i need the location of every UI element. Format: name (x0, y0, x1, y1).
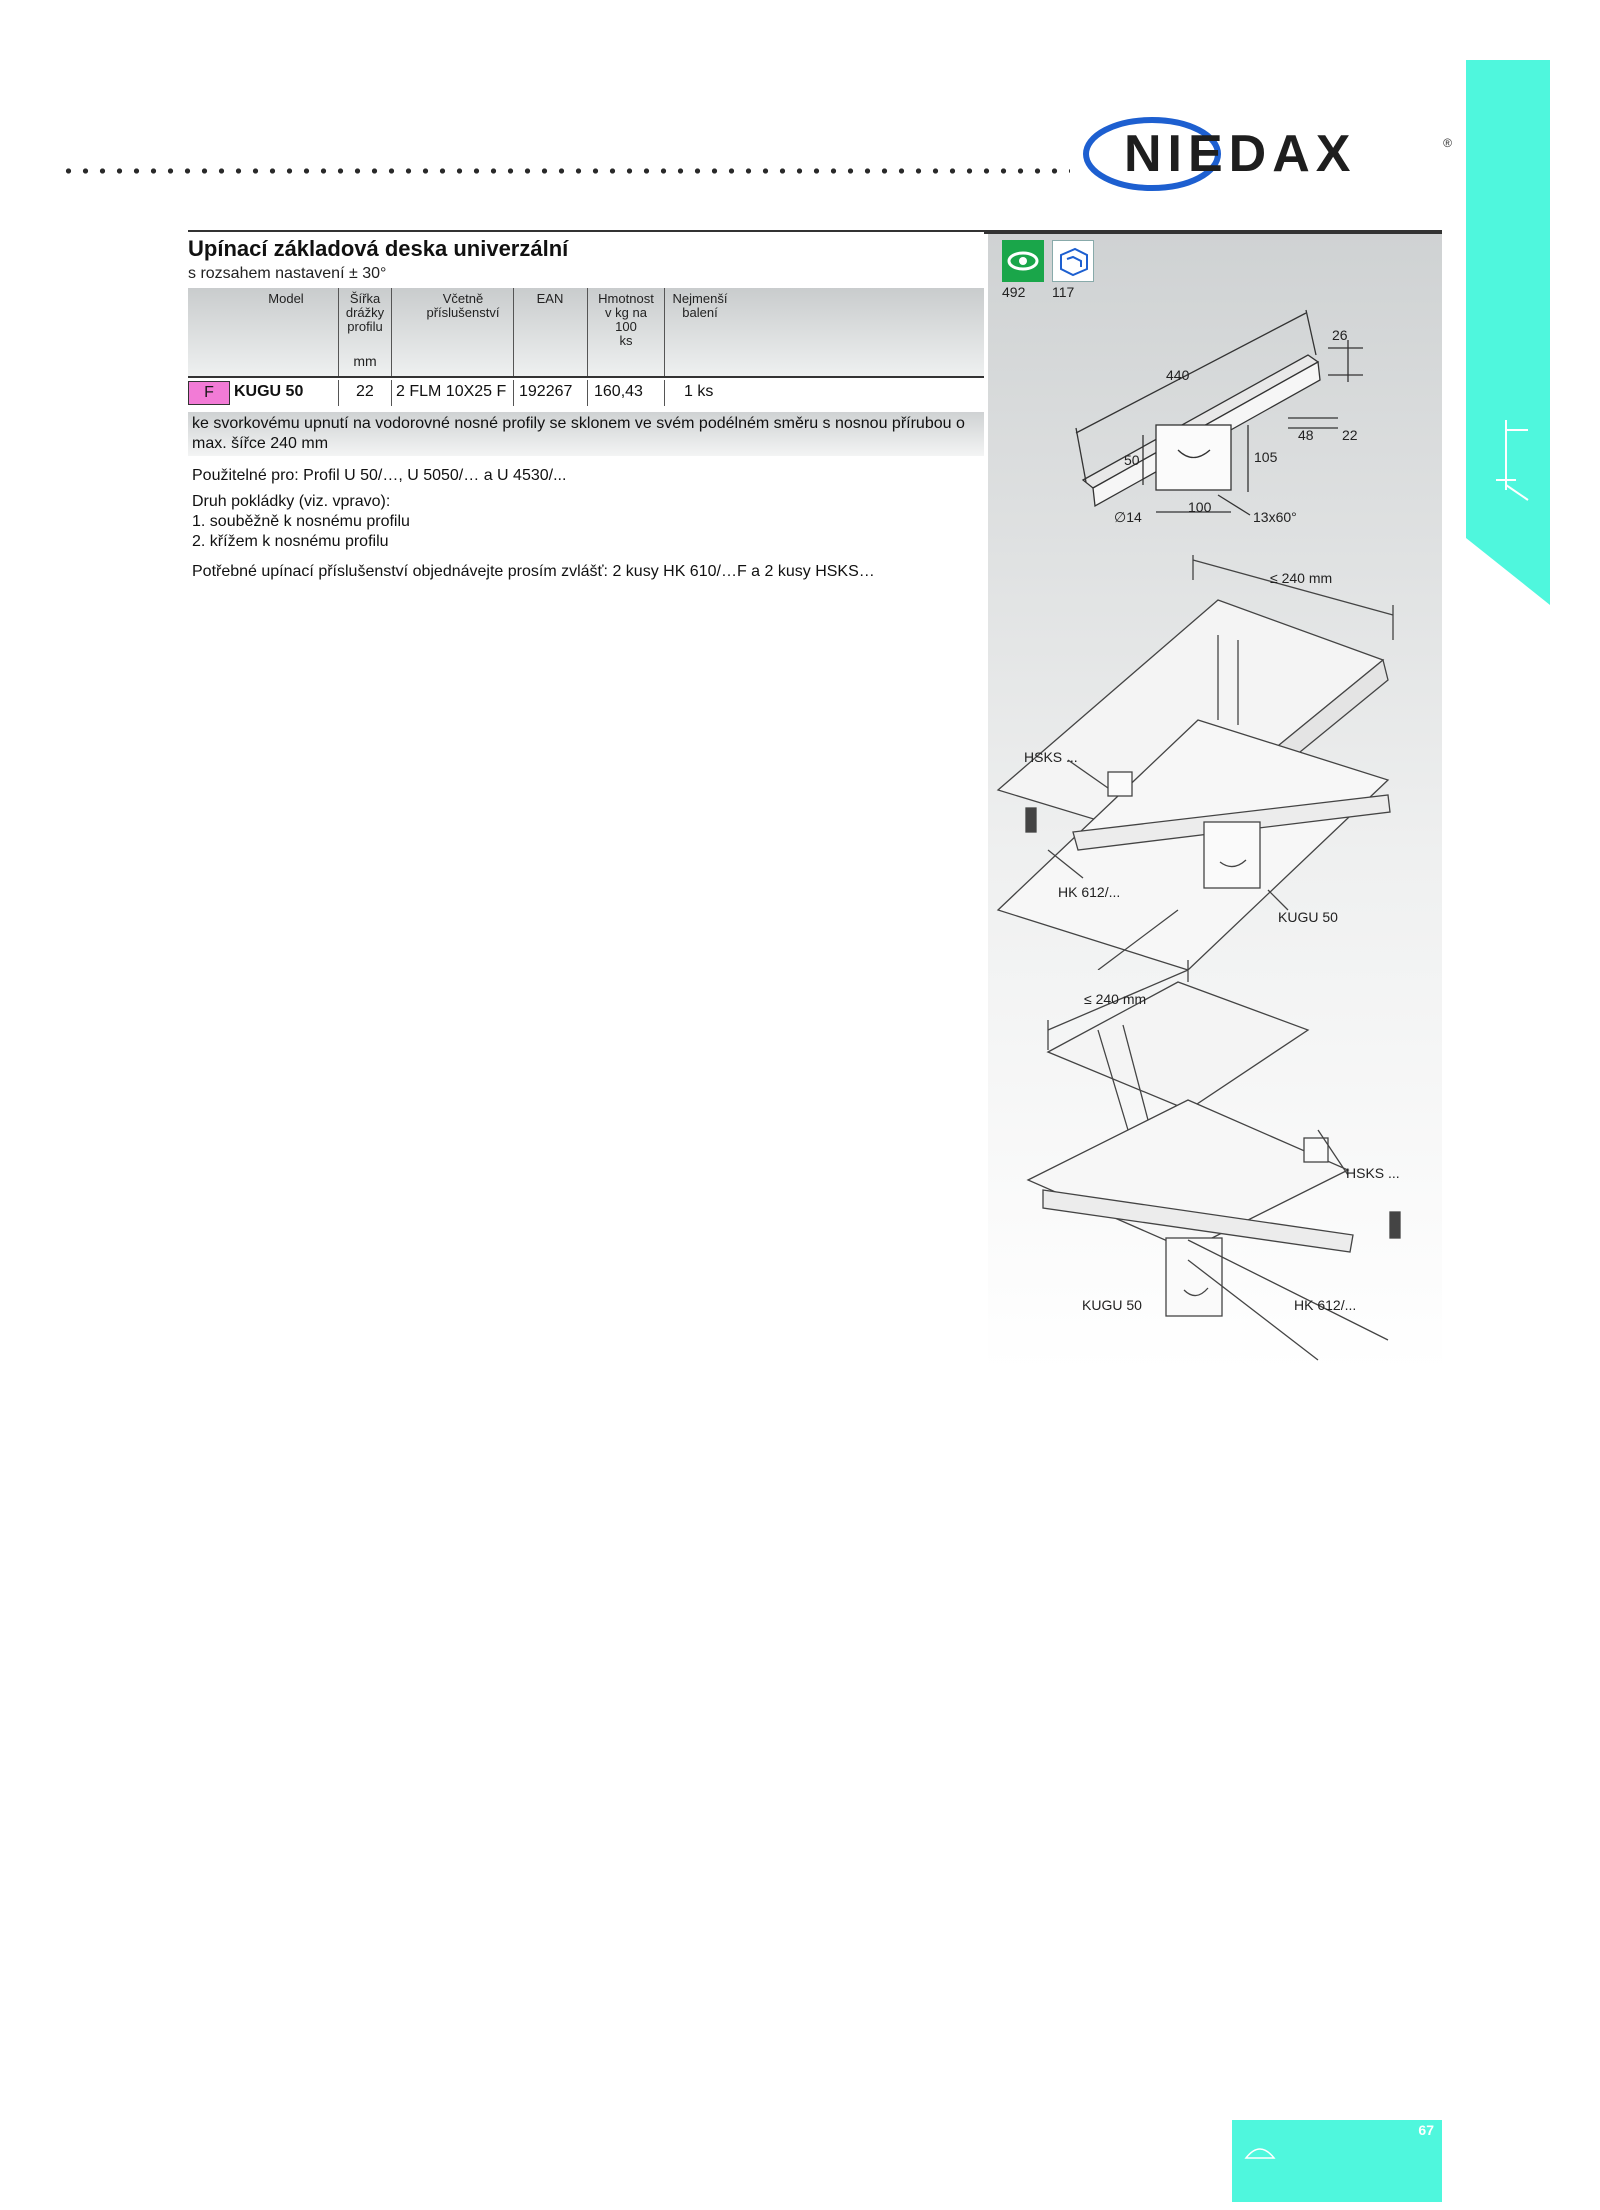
laying-option-1: 1. souběžně k nosnému profilu (192, 513, 410, 530)
dim-diameter-14: ∅14 (1114, 509, 1142, 525)
cell-width: 22 (356, 383, 374, 400)
dim-48: 48 (1298, 427, 1314, 443)
dim-26: 26 (1332, 327, 1348, 343)
usable-for: Použitelné pro: Profil U 50/…, U 5050/… a U 4530/... (192, 467, 567, 484)
header-pack: Nejmenší balení (672, 291, 728, 320)
eye-icon[interactable] (1002, 240, 1044, 282)
kugu-label-1: KUGU 50 (1278, 909, 1338, 925)
header-accessories: Včetně příslušenství (426, 291, 500, 320)
page-footer-tab[interactable] (1232, 2120, 1442, 2202)
hk-label-1: HK 612/... (1058, 884, 1121, 900)
laying-title: Druh pokládky (viz. vpravo): (192, 493, 391, 510)
chapter-footer-icon (1240, 2138, 1280, 2168)
product-title: Upínací základová deska univerzální (188, 236, 569, 261)
description-box (188, 412, 984, 456)
profile-icon-label: 117 (1052, 284, 1075, 300)
header-model: Model (268, 291, 304, 306)
hsks-label-2: HSKS ... (1346, 1165, 1400, 1181)
dimension-drawing (988, 300, 1442, 550)
dim-105: 105 (1254, 449, 1278, 465)
hsks-label-1: HSKS ... (1024, 749, 1078, 765)
col-divider (338, 288, 339, 376)
header-ean: EAN (536, 291, 564, 306)
finish-badge: F (188, 381, 230, 405)
cell-pack: 1 ks (684, 383, 714, 400)
hk-label-2: HK 612/... (1294, 1297, 1357, 1313)
max-width-label-2: ≤ 240 mm (1084, 991, 1147, 1007)
installation-crosswise-drawing (988, 960, 1442, 1370)
dim-100: 100 (1188, 499, 1212, 515)
profile-icon[interactable] (1052, 240, 1094, 282)
header-width: Šířka drážky profilu (345, 291, 385, 334)
dim-13x60: 13x60° (1253, 509, 1297, 525)
order-note: Potřebné upínací příslušenství objednávejte prosím zvlášť: 2 kusy HK 610/…F a 2 kusy HSKS… (192, 563, 875, 580)
header-width-unit: mm (353, 353, 377, 369)
logo-text: NIEDAX (1124, 125, 1357, 183)
cell-weight: 160,43 (594, 383, 643, 400)
cell-accessories: 2 FLM 10X25 F (396, 383, 507, 400)
laying-option-2: 2. křížem k nosnému profilu (192, 533, 389, 550)
header-weight: Hmotnost v kg na 100 ks (598, 291, 654, 348)
table-header (188, 288, 984, 376)
eye-icon-label: 492 (1002, 284, 1026, 300)
dim-22: 22 (1342, 427, 1358, 443)
panel-rule (984, 232, 1442, 234)
table-rule (188, 376, 984, 378)
chapter-side-tab[interactable] (1466, 60, 1550, 605)
col-divider (513, 288, 514, 376)
registered-mark: ® (1443, 136, 1452, 150)
page-number: 67 (1418, 2122, 1434, 2138)
dim-50: 50 (1124, 452, 1140, 468)
max-width-label-1: ≤ 240 mm (1270, 570, 1333, 586)
description-main: ke svorkovému upnutí na vodorovné nosné profily se sklonem ve svém podélném směru s nosnou přírubou o max. šířce 240 mm (192, 415, 965, 452)
installation-parallel-drawing (988, 550, 1442, 970)
kugu-label-2: KUGU 50 (1082, 1297, 1142, 1313)
dotted-header-line (60, 166, 1070, 176)
dim-440: 440 (1166, 367, 1190, 383)
col-divider (391, 288, 392, 376)
cell-ean: 192267 (519, 383, 573, 400)
niedax-logo (1082, 116, 1452, 192)
cell-model: KUGU 50 (234, 383, 304, 400)
product-subtitle: s rozsahem nastavení ± 30° (188, 265, 387, 282)
table-row[interactable] (188, 380, 984, 406)
